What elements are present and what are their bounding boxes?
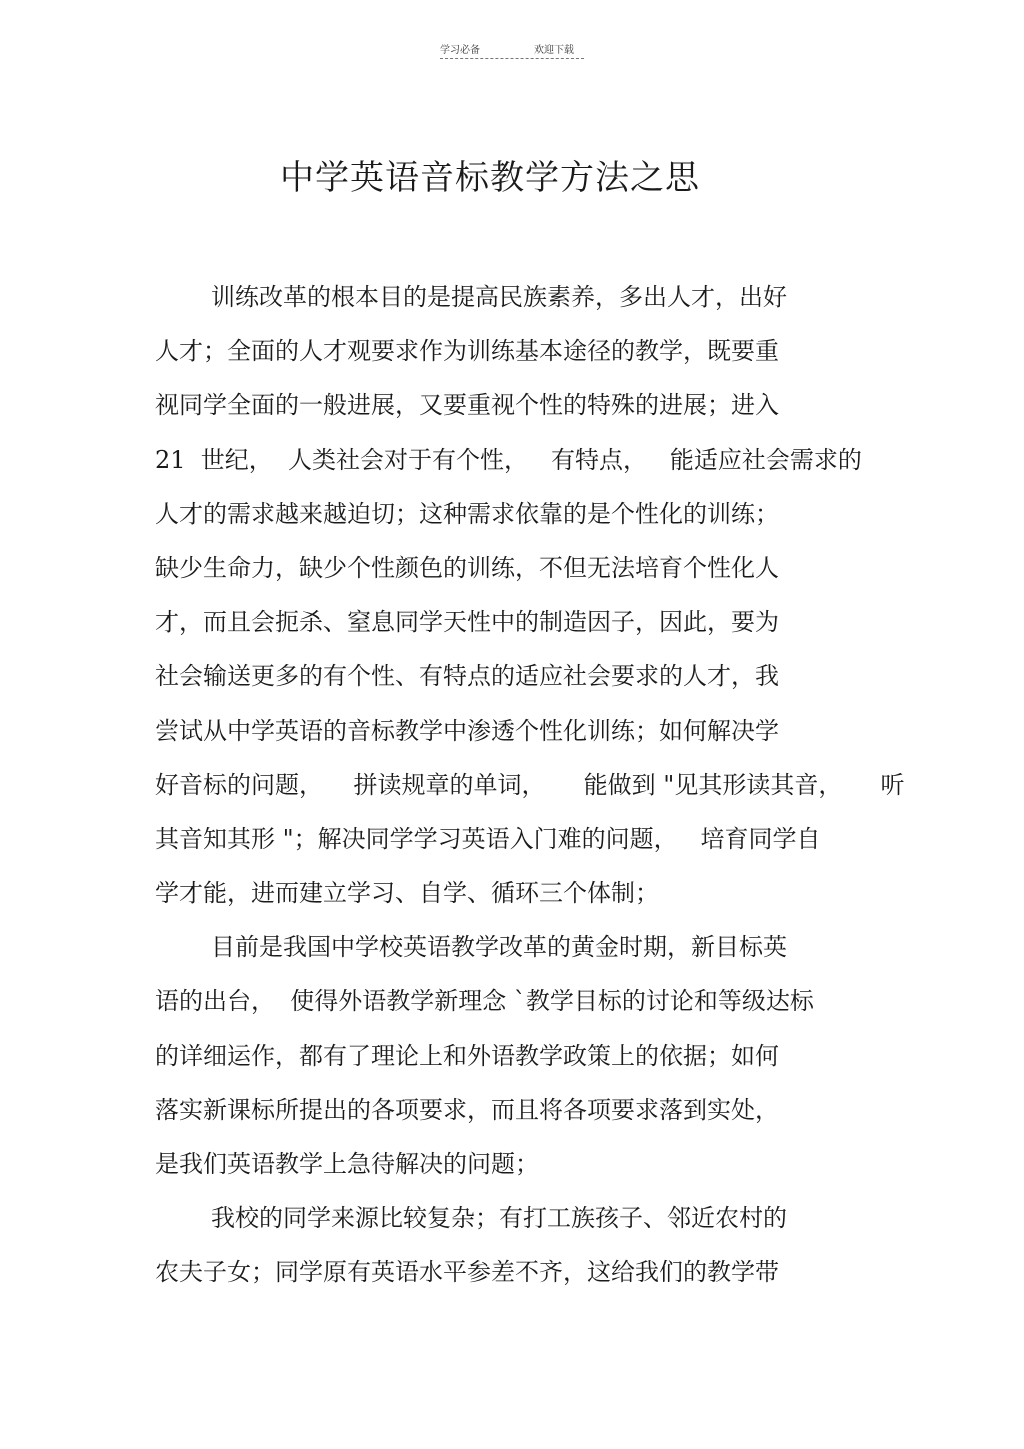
paragraph-line: 视同学全面的一般进展，又要重视个性的特殊的进展；进入 [155,391,779,420]
paragraph-line: 目前是我国中学校英语教学改革的黄金时期，新目标英 [211,933,787,962]
header-right-text: 欢迎下载 [534,45,574,56]
paragraph-line: 尝试从中学英语的音标教学中渗透个性化训练；如何解决学 [155,716,779,745]
paragraph-line: 我校的同学来源比较复杂；有打工族孩子、邻近农村的 [211,1204,787,1233]
paragraph-line: 才，而且会扼杀、窒息同学天性中的制造因子，因此，要为 [155,608,779,637]
paragraph-line: 学才能，进而建立学习、自学、循环三个体制； [155,879,659,908]
paragraph-line: 社会输送更多的有个性、有特点的适应社会要求的人才，我 [155,662,779,691]
paragraph-line: 人才的需求越来越迫切；这种需求依靠的是个性化的训练； [155,499,779,528]
paragraph-line: 其音知其形 "；解决同学学习英语入门难的问题， 培育同学自 [155,824,821,853]
paragraph-line: 的详细运作，都有了理论上和外语教学政策上的依据；如何 [155,1041,779,1070]
paragraph-line: 语的出台， 使得外语教学新理念 `教学目标的讨论和等级达标 [155,987,814,1016]
paragraph-line: 是我们英语教学上急待解决的问题； [155,1150,539,1178]
paragraph-line: 缺少生命力，缺少个性颜色的训练，不但无法培育个性化人 [155,553,779,582]
paragraph-line: 农夫子女；同学原有英语水平参差不齐，这给我们的教学带 [155,1258,779,1287]
header-left-text: 学习必备 [440,45,480,56]
paragraph-line: 训练改革的根本目的是提高民族素养，多出人才，出好 [211,283,787,311]
paragraph-line: 落实新课标所提出的各项要求，而且将各项要求落到实处， [155,1095,779,1124]
paragraph-line: 好音标的问题， 拼读规章的单词， 能做到 "见其形读其音， 听 [155,770,905,799]
paragraph-line: 21 世纪， 人类社会对于有个性， 有特点， 能适应社会需求的 [155,445,862,474]
document-body [155,270,905,1300]
page-header [440,41,584,61]
document-title: 中学英语音标教学方法之思 [280,158,700,198]
header-divider [440,58,584,59]
paragraph-line: 人才；全面的人才观要求作为训练基本途径的教学，既要重 [155,337,779,366]
